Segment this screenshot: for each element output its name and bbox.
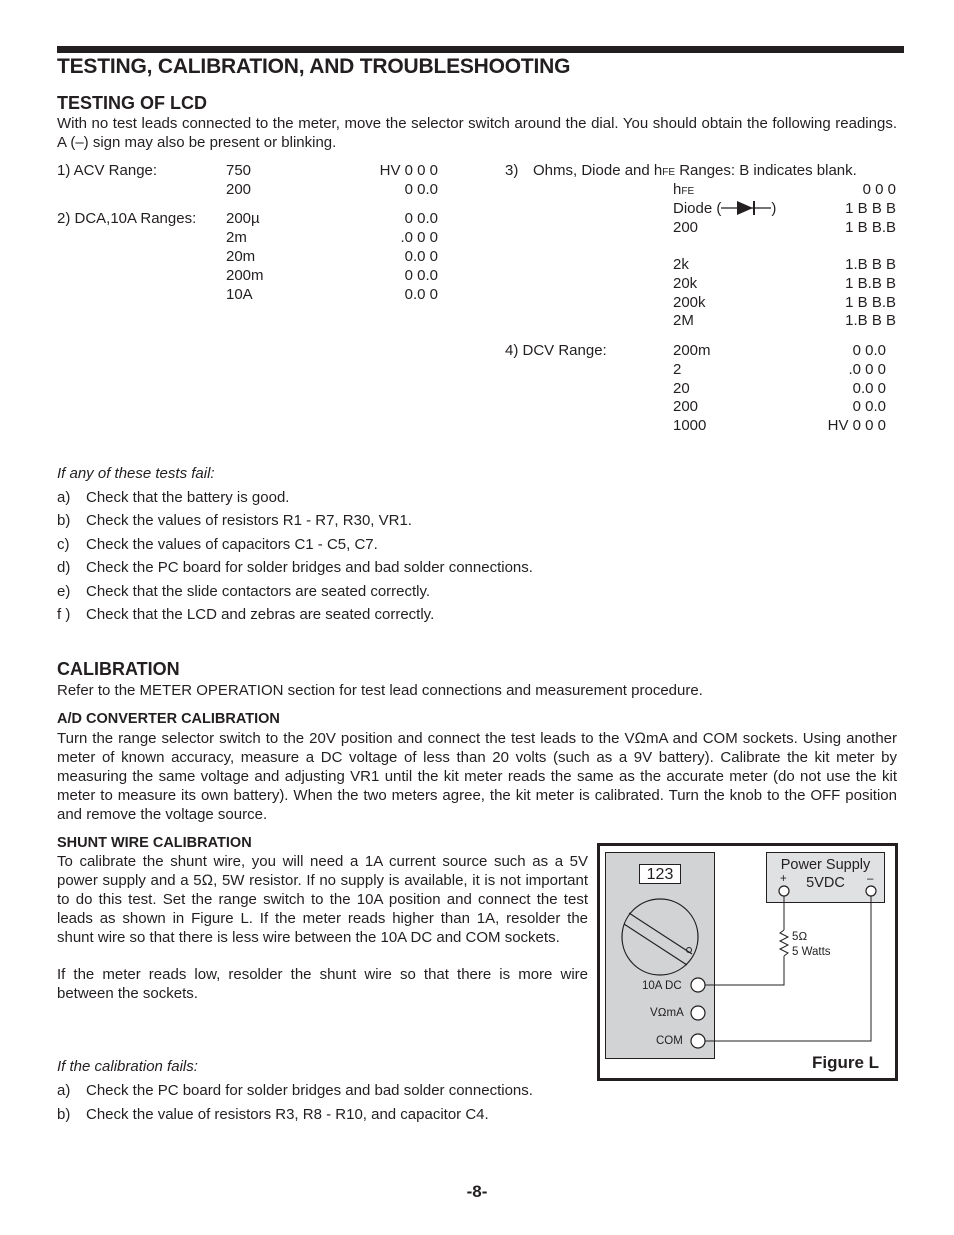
list-item-text: Check the PC board for solder bridges and bad solder connections.	[86, 1082, 533, 1099]
psu-positive-terminal	[779, 886, 789, 896]
ohms-label-text: Ohms, Diode and h	[533, 162, 663, 179]
list-item-label: c)	[57, 536, 70, 553]
ohms-range: 200	[673, 219, 699, 236]
wire	[705, 956, 784, 985]
hfe-range-text: h	[673, 181, 682, 198]
dca-range: 200µ	[226, 210, 260, 227]
calibration-fail-intro: If the calibration fails:	[57, 1058, 198, 1075]
selector-dial	[622, 899, 698, 975]
dca-range: 20m	[226, 248, 256, 265]
ad-text: Turn the range selector switch to the 20V position and connect the test leads to the VΩmA and COM sockets. Using another meter of known accuracy, measure a DC voltage of less than 20 volts (such as a 9V battery). Calibrate the kit meter by measuring the same voltage and adjusting VR1 until the kit meter reads the same as the accurate meter (do not use the kit meter to measure its own battery). When the two meters agree, the kit meter is calibrated. Turn the knob to the OFF position and remove the voltage source.	[57, 730, 897, 823]
ohms-label-subscript: FE	[662, 167, 676, 178]
ohms-reading: 1.B B B	[845, 256, 896, 273]
resistor-value: 5Ω	[792, 931, 808, 943]
ohms-reading: 1 B B.B	[845, 294, 896, 311]
dca-reading: 0.0 0	[404, 248, 438, 265]
lcd-intro: With no test leads connected to the meter, move the selector switch around the dial. You should obtain the following readings. A (–) sign may also be present or blinking.	[57, 115, 897, 151]
socket-10a	[691, 978, 705, 992]
socket-com-label: COM	[656, 1035, 683, 1047]
diode-reading: 1 B B B	[845, 200, 896, 217]
dcv-reading: 0 0.0	[852, 398, 886, 415]
meter-display: 123	[639, 864, 681, 884]
dcv-range: 200m	[673, 342, 711, 359]
list-item-text: Check the value of resistors R3, R8 - R10, and capacitor C4.	[86, 1106, 489, 1123]
ohms-reading: 1.B B B	[845, 312, 896, 329]
list-item-label: d)	[57, 559, 71, 576]
socket-com	[691, 1034, 705, 1048]
ohms-range: 20k	[673, 275, 698, 292]
dcv-range: 2	[673, 361, 682, 378]
dca-reading: 0 0.0	[404, 210, 438, 227]
wire	[705, 896, 871, 1041]
acv-label: 1) ACV Range:	[57, 162, 158, 179]
power-supply-title: Power Supply	[780, 857, 871, 873]
dca-reading: .0 0 0	[400, 229, 438, 246]
dcv-reading: HV 0 0 0	[827, 417, 886, 434]
diode-range-text: Diode (	[673, 200, 722, 217]
list-item-text: Check that the slide contactors are seated correctly.	[86, 583, 431, 600]
dcv-label: 4) DCV Range:	[505, 342, 607, 359]
dcv-range: 1000	[673, 417, 707, 434]
list-item-label: b)	[57, 512, 71, 529]
dca-reading: 0 0.0	[404, 267, 438, 284]
ohms-range: 2k	[673, 256, 689, 273]
calibration-heading: CALIBRATION	[57, 659, 180, 679]
acv-range: 750	[226, 162, 252, 179]
ohms-reading: 1 B B.B	[845, 219, 896, 236]
list-item-text: Check that the battery is good.	[86, 489, 290, 506]
dca-range: 10A	[226, 286, 253, 303]
acv-reading: 0 0.0	[404, 181, 438, 198]
diode-range-text: )	[771, 200, 777, 217]
hfe-reading: 0 0 0	[862, 181, 896, 198]
psu-plus-label: +	[780, 873, 787, 885]
power-supply-voltage: 5VDC	[806, 875, 845, 891]
lcd-fail-intro: If any of these tests fail:	[57, 465, 215, 482]
list-item-label: a)	[57, 1082, 71, 1099]
page-title: TESTING, CALIBRATION, AND TROUBLESHOOTING	[57, 55, 571, 78]
psu-minus-label: –	[867, 873, 874, 885]
hfe-range-subscript: FE	[681, 186, 695, 197]
dcv-range: 20	[673, 380, 690, 397]
acv-reading: HV 0 0 0	[379, 162, 438, 179]
ohms-label-number: 3)	[505, 162, 519, 179]
ohms-reading: 1 B.B B	[845, 275, 896, 292]
calibration-intro: Refer to the METER OPERATION section for test lead connections and measurement procedure.	[57, 682, 703, 699]
shunt-text: To calibrate the shunt wire, you will need a 1A current source such as a 5V power supply and a 5Ω, 5W resistor. If no supply is available, it is not important to do this test. Set the range switch to the 10A position and connect the test leads as shown in Figure L. If the meter reads higher than 1A, resolder the shunt wire so that there is less wire between the 10A DC and COM sockets.	[57, 853, 588, 946]
dca-range: 200m	[226, 267, 264, 284]
lcd-heading: TESTING OF LCD	[57, 93, 207, 113]
ad-heading: A/D CONVERTER CALIBRATION	[57, 711, 280, 727]
socket-vma	[691, 1006, 705, 1020]
shunt-text-low: If the meter reads low, resolder the shunt wire so that there is more wire between the sockets.	[57, 966, 588, 1002]
dcv-range: 200	[673, 398, 699, 415]
list-item-label: f )	[57, 606, 71, 623]
list-item-text: Check the values of capacitors C1 - C5, C7.	[86, 536, 378, 553]
list-item-label: e)	[57, 583, 71, 600]
dcv-reading: 0.0 0	[852, 380, 886, 397]
resistor-watts: 5 Watts	[792, 946, 831, 958]
page-number: -8-	[466, 1182, 488, 1201]
figure-label: Figure L	[812, 1053, 880, 1072]
socket-vma-label: VΩmA	[650, 1007, 684, 1019]
ohms-label-text: Ranges: B indicates blank.	[675, 162, 857, 179]
list-item-text: Check the values of resistors R1 - R7, R30, VR1.	[86, 512, 412, 529]
ohms-range: 2M	[673, 312, 694, 329]
list-item-label: a)	[57, 489, 71, 506]
shunt-heading: SHUNT WIRE CALIBRATION	[57, 835, 252, 851]
list-item-label: b)	[57, 1106, 71, 1123]
list-item-text: Check that the LCD and zebras are seated correctly.	[86, 606, 435, 623]
socket-10a-label: 10A DC	[642, 980, 682, 992]
dca-range: 2m	[226, 229, 247, 246]
list-item-text: Check the PC board for solder bridges and bad solder connections.	[86, 559, 533, 576]
resistor-icon	[780, 930, 788, 956]
dcv-reading: 0 0.0	[852, 342, 886, 359]
dca-label: 2) DCA,10A Ranges:	[57, 210, 197, 227]
dca-reading: 0.0 0	[404, 286, 438, 303]
ohms-range: 200k	[673, 294, 706, 311]
dcv-reading: .0 0 0	[848, 361, 886, 378]
psu-negative-terminal	[866, 886, 876, 896]
acv-range: 200	[226, 181, 252, 198]
